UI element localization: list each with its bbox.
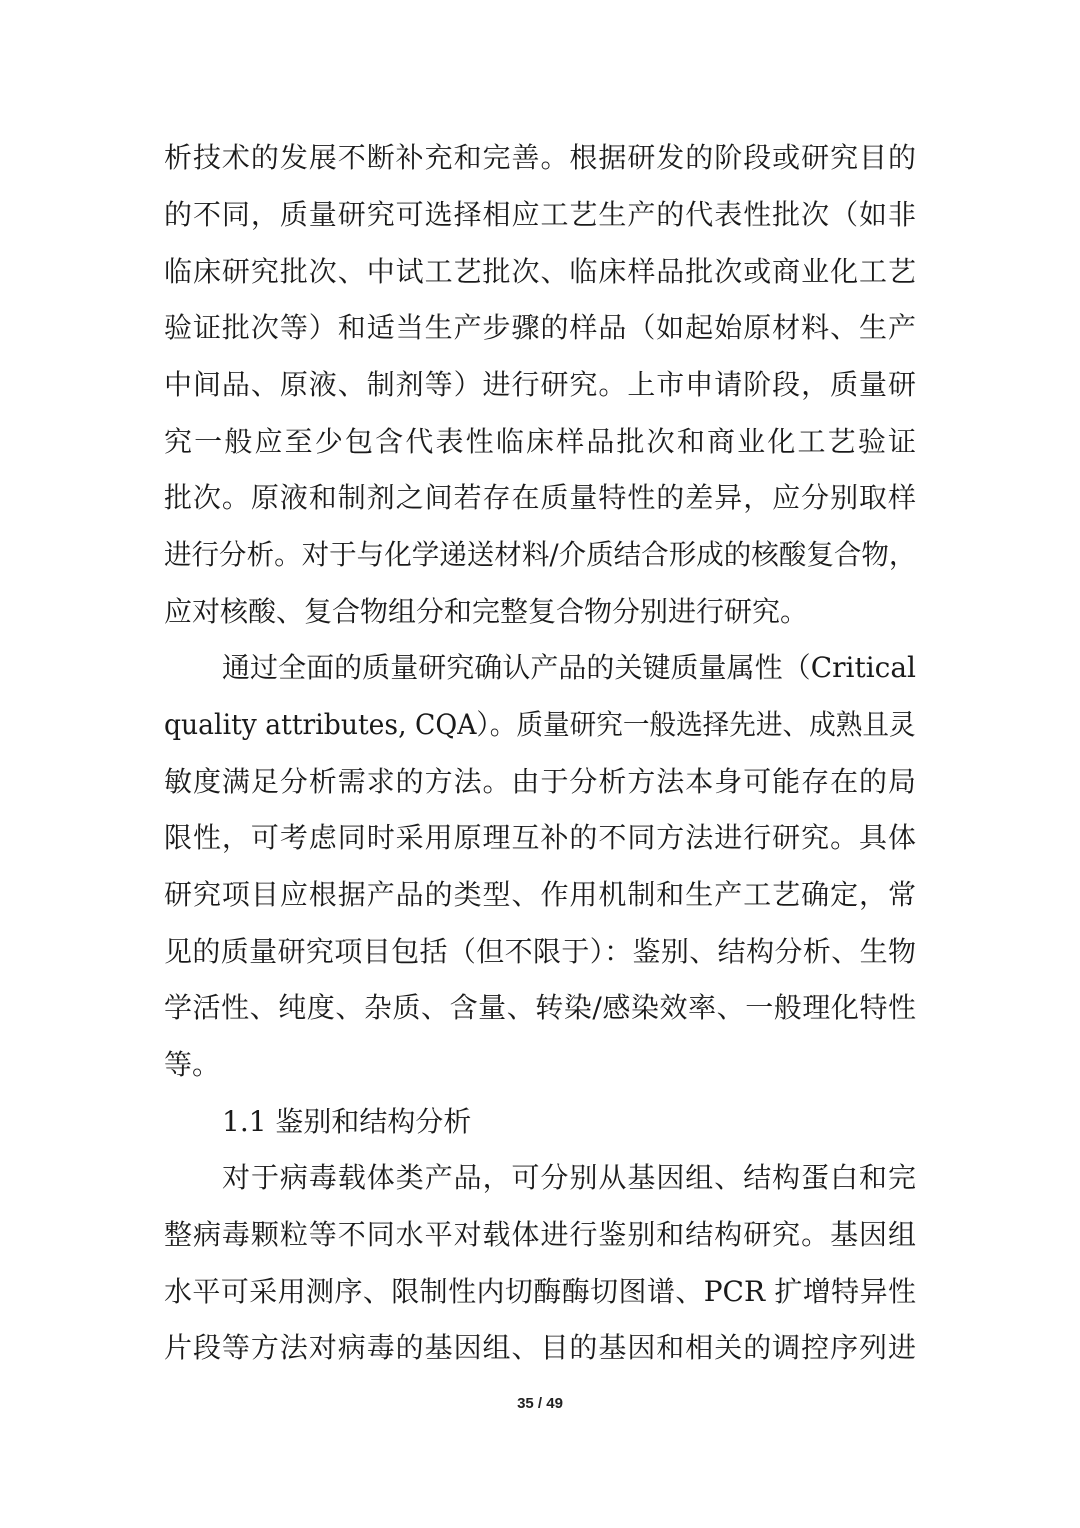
- paragraph-2-line-1: 通过全面的质量研究确认产品的关键质量属性（Critical: [222, 651, 916, 684]
- paragraph-1-line-9: 应对核酸、复合物组分和完整复合物分别进行研究。: [164, 595, 809, 628]
- paragraph-2-line-4: 限性，可考虑同时采用原理互补的不同方法进行研究。具体: [164, 821, 916, 854]
- paragraph-1-line-4: 验证批次等）和适当生产步骤的样品（如起始原材料、生产: [164, 311, 916, 344]
- paragraph-2-line-2: quality attributes, CQA）。质量研究一般选择先进、成熟且灵: [164, 708, 916, 741]
- paragraph-1-line-1: 析技术的发展不断补充和完善。根据研发的阶段或研究目的: [164, 141, 916, 174]
- paragraph-2-line-6: 见的质量研究项目包括（但不限于）：鉴别、结构分析、生物: [164, 935, 916, 968]
- paragraph-3-line-1: 对于病毒载体类产品，可分别从基因组、结构蛋白和完: [222, 1161, 916, 1194]
- paragraph-2-line-8: 等。: [164, 1048, 221, 1081]
- section-heading-1-1: 1.1 鉴别和结构分析: [222, 1105, 472, 1138]
- page-number: 35 / 49: [517, 1395, 563, 1412]
- paragraph-3-line-4: 片段等方法对病毒的基因组、目的基因和相关的调控序列进: [164, 1331, 916, 1364]
- paragraph-2-line-5: 研究项目应根据产品的类型、作用机制和生产工艺确定，常: [164, 878, 916, 911]
- paragraph-1-line-3: 临床研究批次、中试工艺批次、临床样品批次或商业化工艺: [164, 255, 916, 288]
- paragraph-3-line-3: 水平可采用测序、限制性内切酶酶切图谱、PCR 扩增特异性: [164, 1275, 916, 1308]
- paragraph-1-line-2: 的不同，质量研究可选择相应工艺生产的代表性批次（如非: [164, 198, 916, 231]
- paragraph-1-line-7: 批次。原液和制剂之间若存在质量特性的差异，应分别取样: [164, 481, 916, 514]
- paragraph-1-line-6: 究一般应至少包含代表性临床样品批次和商业化工艺验证: [164, 425, 916, 458]
- paragraph-1-line-5: 中间品、原液、制剂等）进行研究。上市申请阶段，质量研: [164, 368, 916, 401]
- paragraph-2-line-7: 学活性、纯度、杂质、含量、转染/感染效率、一般理化特性: [164, 991, 916, 1024]
- paragraph-3-line-2: 整病毒颗粒等不同水平对载体进行鉴别和结构研究。基因组: [164, 1218, 916, 1251]
- paragraph-2-line-3: 敏度满足分析需求的方法。由于分析方法本身可能存在的局: [164, 765, 916, 798]
- paragraph-1-line-8: 进行分析。对于与化学递送材料/介质结合形成的核酸复合物，: [164, 538, 917, 571]
